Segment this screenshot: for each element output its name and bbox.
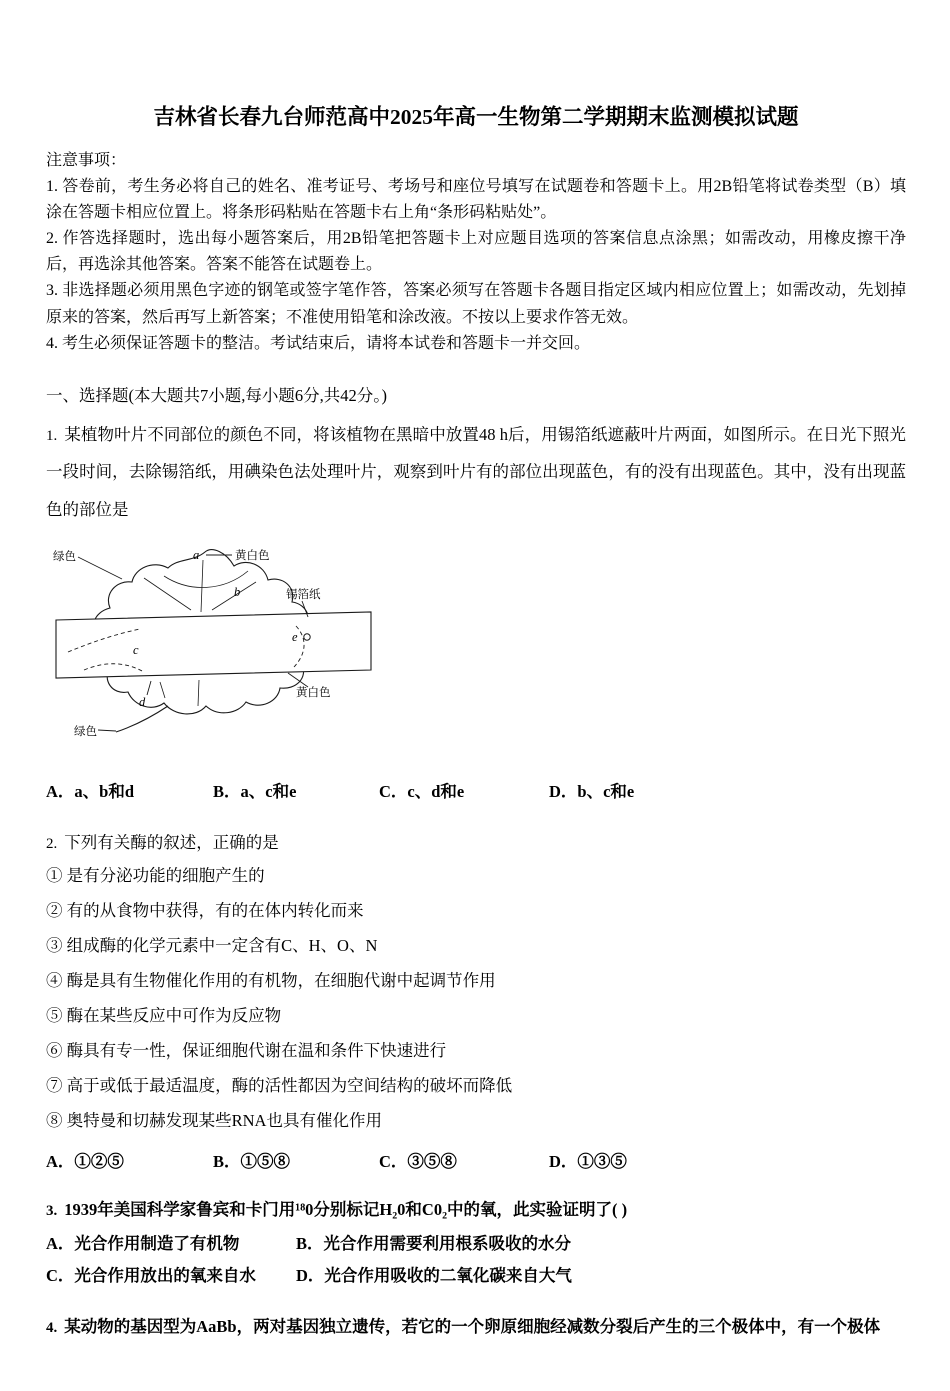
leaf-petiole <box>116 706 168 732</box>
question-3 <box>46 1193 906 1292</box>
q3-option-a: A．光合作用制造了有机物 <box>46 1233 240 1253</box>
section-1-heading: 一、选择题(本大题共7小题,每小题6分,共42分。) <box>46 386 387 406</box>
question-2 <box>46 826 906 1175</box>
q1-option-b: B．a、c和e <box>213 782 297 802</box>
q2-option-b: B．①⑤⑧ <box>213 1151 291 1171</box>
q2-statement-3: ③ 组成酶的化学元素中一定含有C、H、O、N <box>46 935 378 955</box>
q1-option-d: D．b、c和e <box>549 782 635 802</box>
q2-option-c: C．③⑤⑧ <box>379 1151 457 1171</box>
q3-option-c: C．光合作用放出的氧来自水 <box>46 1266 256 1286</box>
q2-statement-list <box>46 859 906 1139</box>
q1-stem <box>46 416 906 528</box>
notice-item-2: 2. 作答选择题时，选出每小题答案后，用2B铅笔把答题卡上对应题目选项的答案信息点涂黑；如需改动，用橡皮擦干净后，再选涂其他答案。答案不能答在试题卷上。 <box>46 230 906 274</box>
label-green-top: 绿色 <box>53 551 76 564</box>
label-yellow-top: 黄白色 <box>235 550 270 563</box>
label-foil: 锡箔纸 <box>286 589 321 602</box>
leader-line-d <box>147 681 151 695</box>
q1-number: 1. <box>46 427 58 444</box>
notice-item-3: 3. 非选择题必须用黑色字迹的钢笔或签字笔作答，答案必须写在答题卡各题目指定区域内相应位置上；如需改动，先划掉原来的答案，然后再写上新答案；不准使用铅笔和涂改液。不按以上要求作答无效。 <box>46 282 906 326</box>
q2-statement-1: ① 是有分泌功能的细胞产生的 <box>46 865 265 885</box>
q3-option-b: B．光合作用需要利用根系吸收的水分 <box>296 1233 572 1253</box>
q2-stem <box>46 826 906 859</box>
page-title: 吉林省长春九台师范高中2025年高一生物第二学期期末监测模拟试题 <box>153 105 799 129</box>
foil-strip <box>56 612 371 678</box>
notice-section <box>46 148 906 357</box>
q2-statement-2: ② 有的从食物中获得，有的在体内转化而来 <box>46 900 364 920</box>
q3-option-d: D．光合作用吸收的二氧化碳来自大气 <box>296 1266 572 1286</box>
q2-stem-text: 下列有关酶的叙述，正确的是 <box>64 832 279 852</box>
q2-number: 2. <box>46 835 58 852</box>
marker-e: e <box>292 630 298 645</box>
q4-stem-text: 某动物的基因型为AaBb，两对基因独立遗传，若它的一个卵原细胞经减数分裂后产生的三个极体中，有一个极体 <box>64 1317 881 1337</box>
q2-statement-6: ⑥ 酶具有专一性，保证细胞代谢在温和条件下快速进行 <box>46 1040 447 1060</box>
marker-b: b <box>234 585 241 600</box>
q2-option-d: D．①③⑤ <box>549 1151 627 1171</box>
q2-statement-8: ⑧ 奥特曼和切赫发现某些RNA也具有催化作用 <box>46 1110 382 1130</box>
q1-stem-text: 某植物叶片不同部位的颜色不同，将该植物在黑暗中放置48 h后，用锡箔纸遮蔽叶片两面，如图所示。在日光下照光一段时间，去除锡箔纸，用碘染色法处理叶片，观察到叶片有的部位出现蓝色，有的没有出现蓝色。其中，没有出现蓝色的部位是 <box>46 424 906 519</box>
q3-stem <box>46 1193 906 1226</box>
q2-statement-4: ④ 酶是具有生物催化作用的有机物，在细胞代谢中起调节作用 <box>46 970 496 990</box>
q2-statement-5: ⑤ 酶在某些反应中可作为反应物 <box>46 1005 282 1025</box>
notice-item-4: 4. 考生必须保证答题卡的整洁。考试结束后，请将本试卷和答题卡一并交回。 <box>46 334 591 352</box>
notice-heading: 注意事项： <box>46 151 127 169</box>
question-1 <box>46 416 906 806</box>
label-green-bottom: 绿色 <box>74 726 97 739</box>
marker-c: c <box>133 643 139 658</box>
notice-item-1: 1. 答卷前，考生务必将自己的姓名、准考证号、考场号和座位号填写在试题卷和答题卡上。用2B铅笔将试卷类型（B）填涂在答题卡相应位置上。将条形码粘贴在答题卡右上角“条形码粘贴处”。 <box>46 177 906 221</box>
q1-option-c: C．c、d和e <box>379 782 465 802</box>
leaf-diagram-svg <box>50 540 390 745</box>
leader-line-green-bottom <box>98 730 116 731</box>
marker-a: a <box>193 548 200 563</box>
q3-stem-text: 1939年美国科学家鲁宾和卡门用¹⁸0分别标记H₂0和C0₂中的氧，此实验证明了( ) <box>64 1199 628 1219</box>
leader-line-green-top <box>78 557 122 579</box>
q3-options <box>46 1228 906 1292</box>
label-yellow-bottom: 黄白色 <box>296 687 331 700</box>
q3-number: 3. <box>46 1202 58 1219</box>
q1-leaf-diagram <box>50 540 906 753</box>
marker-d: d <box>139 695 146 710</box>
q1-options <box>46 779 906 805</box>
question-4 <box>46 1310 906 1343</box>
q2-options <box>46 1149 906 1175</box>
q1-option-a: A．a、b和d <box>46 782 135 802</box>
leader-line-yellow-bottom <box>288 673 308 687</box>
q4-number: 4. <box>46 1320 58 1337</box>
q2-option-a: A．①②⑤ <box>46 1151 124 1171</box>
q2-statement-7: ⑦ 高于或低于最适温度，酶的活性都因为空间结构的破坏而降低 <box>46 1075 513 1095</box>
q4-stem <box>46 1310 906 1343</box>
